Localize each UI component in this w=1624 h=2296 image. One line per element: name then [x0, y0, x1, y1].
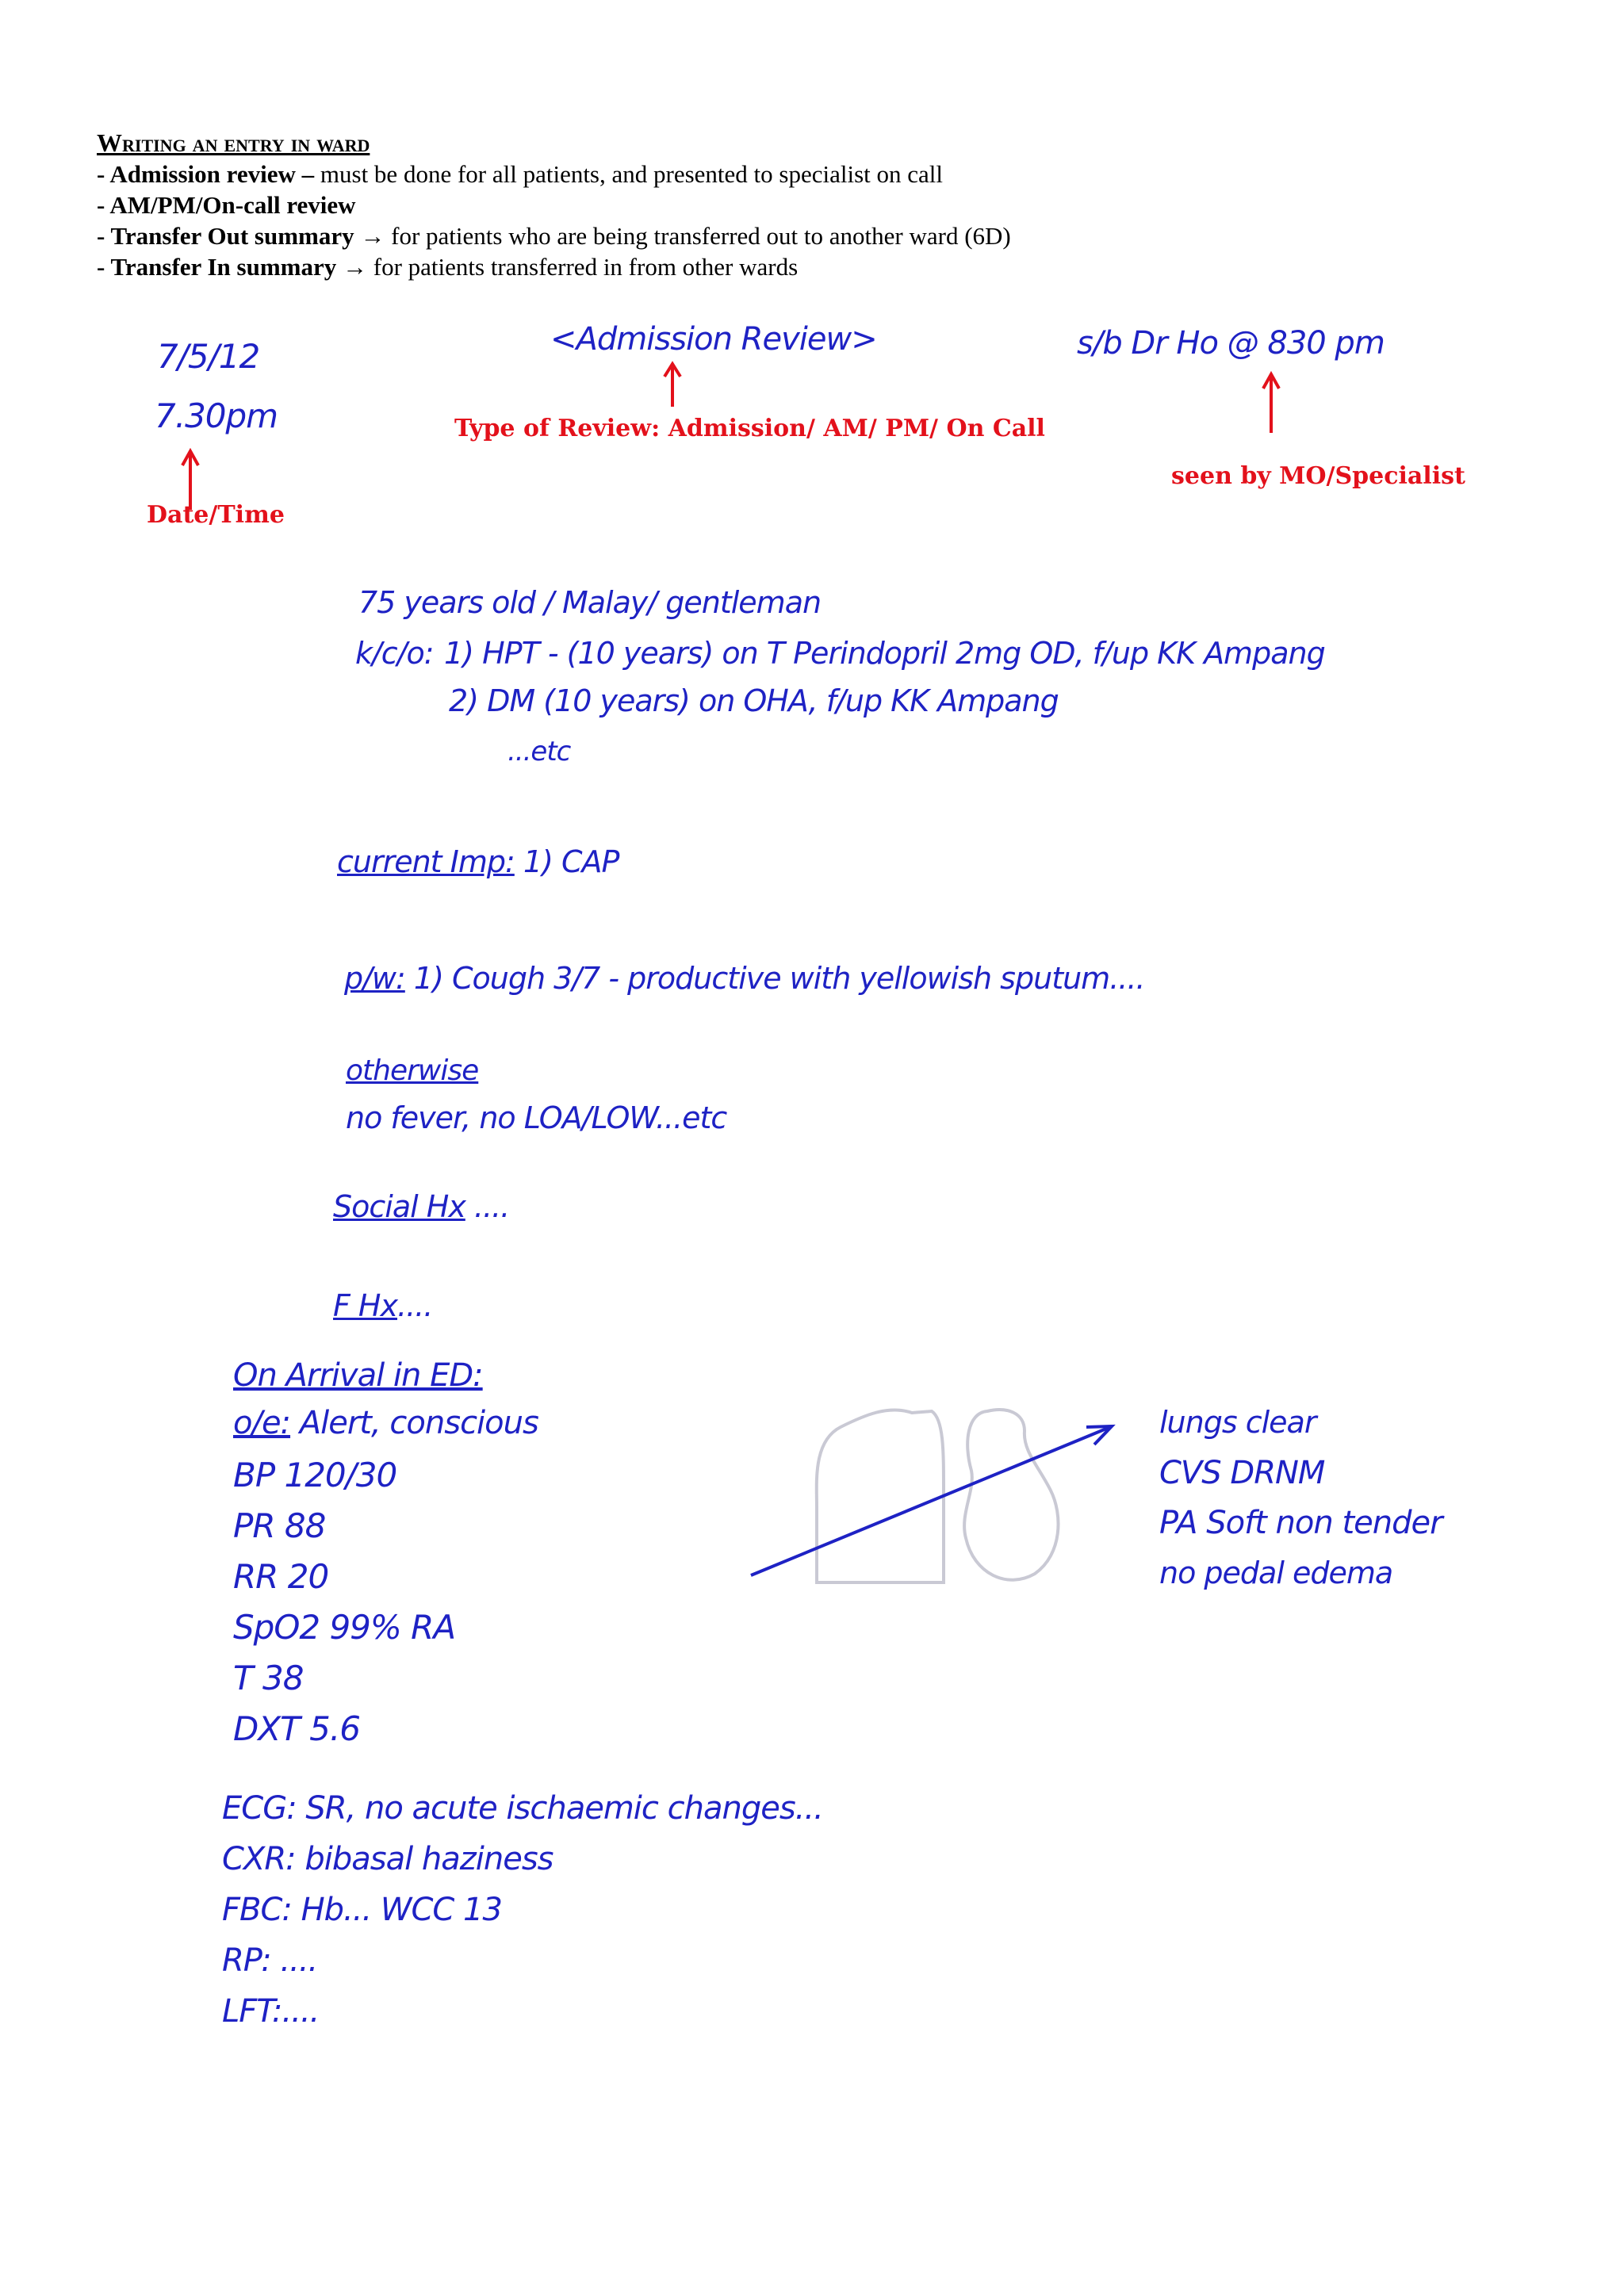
exam-lungs: lungs clear — [1159, 1405, 1316, 1440]
inv-cxr: CXR: bibasal haziness — [222, 1841, 553, 1877]
annotation-date-time: Date/Time — [147, 501, 285, 529]
social-history — [333, 1189, 509, 1224]
review-title: <Admission Review> — [550, 321, 877, 358]
otherwise-label: otherwise — [346, 1054, 479, 1087]
inv-rp: RP: .... — [222, 1942, 318, 1979]
kco-item-2: 2) DM (10 years) on OHA, f/up KK Ampang — [449, 683, 1059, 718]
vital-bp: BP 120/30 — [233, 1456, 397, 1494]
inv-lft: LFT:.... — [222, 1993, 320, 2030]
entry-date: 7/5/12 — [157, 337, 260, 376]
annotation-seen-by: seen by MO/Specialist — [1171, 462, 1465, 490]
vital-temp: T 38 — [233, 1659, 304, 1697]
annotation-review-type: Type of Review: Admission/ AM/ PM/ On Call — [454, 415, 1045, 442]
seen-by: s/b Dr Ho @ 830 pm — [1077, 325, 1385, 362]
pw-value: 1) Cough 3/7 - productive with yellowish sputum.... — [413, 961, 1145, 996]
kco-etc: ...etc — [508, 736, 571, 767]
section-title: Writing an entry in ward — [97, 128, 370, 157]
presenting-complaint — [344, 961, 1145, 996]
instruction-transfer-in: - Transfer In summary → for patients transferred in from other wards — [97, 253, 799, 281]
instruction-admission: - Admission review – must be done for all patients, and presented to specialist on call — [97, 160, 944, 188]
fhx-label: F Hx — [333, 1288, 397, 1323]
kco-item-1: 1) HPT - (10 years) on T Perindopril 2mg OD, f/up KK Ampang — [444, 636, 1325, 671]
demographics: 75 years old / Malay/ gentleman — [358, 585, 822, 620]
oe-label: o/e: — [233, 1405, 291, 1441]
otherwise-value: no fever, no LOA/LOW...etc — [346, 1100, 727, 1135]
vital-dxt: DXT 5.6 — [233, 1709, 360, 1748]
inv-ecg: ECG: SR, no acute ischaemic changes... — [222, 1790, 823, 1827]
social-label: Social Hx — [333, 1189, 465, 1224]
arrow-up-icon — [1259, 371, 1283, 434]
entry-time: 7.30pm — [155, 396, 278, 435]
lungs-sketch-icon — [745, 1395, 1189, 1601]
family-history — [333, 1288, 432, 1323]
impression — [337, 844, 619, 879]
exam-edema: no pedal edema — [1159, 1556, 1393, 1590]
vital-pr: PR 88 — [233, 1506, 326, 1545]
impression-value: 1) CAP — [523, 844, 619, 879]
inv-fbc: FBC: Hb... WCC 13 — [222, 1892, 502, 1928]
fhx-value: .... — [397, 1288, 433, 1323]
impression-label: current Imp: — [337, 844, 515, 879]
vital-rr: RR 20 — [233, 1557, 329, 1596]
instruction-transfer-out: - Transfer Out summary → for patients who are being transferred out to another ward (6D) — [97, 222, 1011, 250]
kco-label: k/c/o: — [355, 636, 434, 671]
instructions-header — [97, 127, 1524, 282]
instruction-am-pm: - AM/PM/On-call review — [97, 191, 356, 219]
pw-label: p/w: — [344, 961, 405, 996]
social-value: .... — [465, 1189, 510, 1224]
arrival-label: On Arrival in ED: — [233, 1357, 483, 1394]
exam-pa: PA Soft non tender — [1159, 1505, 1442, 1541]
vital-spo2: SpO2 99% RA — [233, 1608, 456, 1647]
exam-cvs: CVS DRNM — [1159, 1455, 1325, 1491]
arrow-up-icon — [661, 361, 684, 408]
oe-value: Alert, conscious — [290, 1405, 538, 1441]
oe-line — [233, 1405, 538, 1441]
